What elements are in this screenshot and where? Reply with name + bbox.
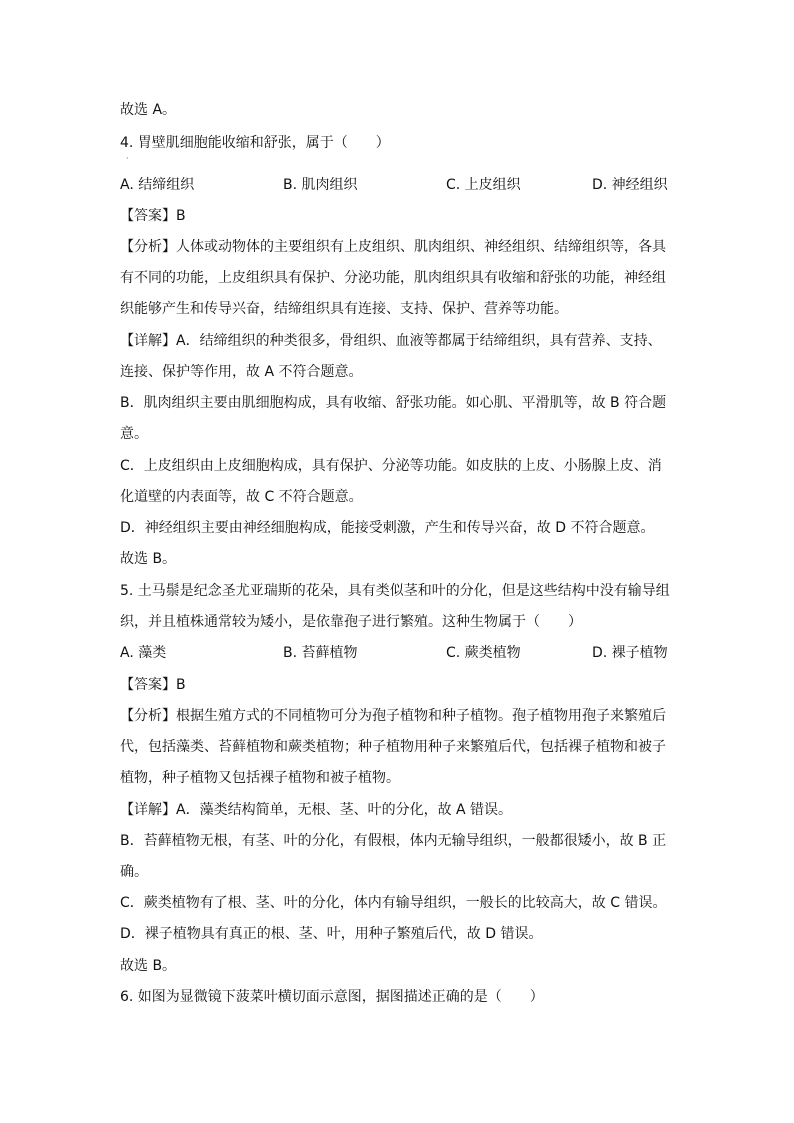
q4-answer: 【答案】B <box>120 208 186 224</box>
q4-option-a: A. 结缔组织 <box>120 177 195 193</box>
q5-analysis-2: 代，包括藻类、苔藓植物和蕨类植物；种子植物用种子来繁殖后代，包括裸子植物和被子 <box>120 739 666 755</box>
q4-conclusion: 故选 B。 <box>120 551 177 567</box>
q4-analysis-1: 【分析】人体或动物体的主要组织有上皮组织、肌肉组织、神经组织、结缔组织等，各具 <box>120 239 666 255</box>
q4-detail-7: D．神经组织主要由神经细胞构成，能接受刺激，产生和传导兴奋，故 D 不符合题意。 <box>120 520 655 536</box>
q5-stem-2: 织，并且植株通常较为矮小，是依靠孢子进行繁殖。这种生物属于（ ） <box>120 614 582 630</box>
q4-option-c: C. 上皮组织 <box>446 177 521 193</box>
q5-option-a: A. 藻类 <box>120 645 167 661</box>
q5-stem-1: 5. 土马鬃是纪念圣尤亚瑞斯的花朵，具有类似茎和叶的分化，但是这些结构中没有输导组 <box>120 583 670 599</box>
q6-stem: 6. 如图为显微镜下菠菜叶横切面示意图，据图描述正确的是（ ） <box>120 989 544 1005</box>
q4-option-d: D. 神经组织 <box>592 177 668 193</box>
q4-analysis-2: 有不同的功能，上皮组织具有保护、分泌功能，肌肉组织具有收缩和舒张的功能，神经组 <box>120 270 666 286</box>
q5-detail-3: 确。 <box>120 864 148 880</box>
q4-analysis-3: 织能够产生和传导兴奋，结缔组织具有连接、支持、保护、营养等功能。 <box>120 301 568 317</box>
q5-detail-5: D．裸子植物具有真正的根、茎、叶，用种子繁殖后代，故 D 错误。 <box>120 926 543 942</box>
q4-detail-5: C．上皮组织由上皮细胞构成，具有保护、分泌等功能。如皮肤的上皮、小肠腺上皮、消 <box>120 458 662 474</box>
q4-detail-4: 意。 <box>120 426 148 442</box>
q4-stem: 4. 胃壁肌细胞能收缩和舒张，属于（ ） <box>120 135 390 151</box>
q5-detail-1: 【详解】A．藻类结构简单，无根、茎、叶的分化，故 A 错误。 <box>120 802 513 818</box>
q5-detail-4: C．蕨类植物有了根、茎、叶的分化，体内有输导组织，一般长的比较高大，故 C 错误。 <box>120 895 667 911</box>
q5-option-d: D. 裸子植物 <box>592 645 668 661</box>
q5-analysis-1: 【分析】根据生殖方式的不同植物可分为孢子植物和种子植物。孢子植物用孢子来繁殖后 <box>120 708 666 724</box>
line-0: 故选 A。 <box>120 102 177 118</box>
q4-detail-2: 连接、保护等作用，故 A 不符合题意。 <box>120 364 363 380</box>
q5-answer: 【答案】B <box>120 677 186 693</box>
q4-detail-1: 【详解】A．结缔组织的种类很多，骨组织、血液等都属于结缔组织，具有营养、支持、 <box>120 333 662 349</box>
q5-option-c: C. 蕨类植物 <box>446 645 521 661</box>
q5-analysis-3: 植物，种子植物又包括裸子植物和被子植物。 <box>120 770 400 786</box>
q5-detail-2: B．苔藓植物无根，有茎、叶的分化，有假根，体内无输导组织，一般都很矮小，故 B 正 <box>120 833 667 849</box>
q5-option-b: B. 苔藓植物 <box>283 645 358 661</box>
q4-detail-3: B．肌肉组织主要由肌细胞构成，具有收缩、舒张功能。如心肌、平滑肌等，故 B 符合题 <box>120 395 667 411</box>
dot-mark: · <box>126 154 129 163</box>
q5-conclusion: 故选 B。 <box>120 958 177 974</box>
q4-detail-6: 化道壁的内表面等，故 C 不符合题意。 <box>120 489 363 505</box>
q4-option-b: B. 肌肉组织 <box>283 177 358 193</box>
